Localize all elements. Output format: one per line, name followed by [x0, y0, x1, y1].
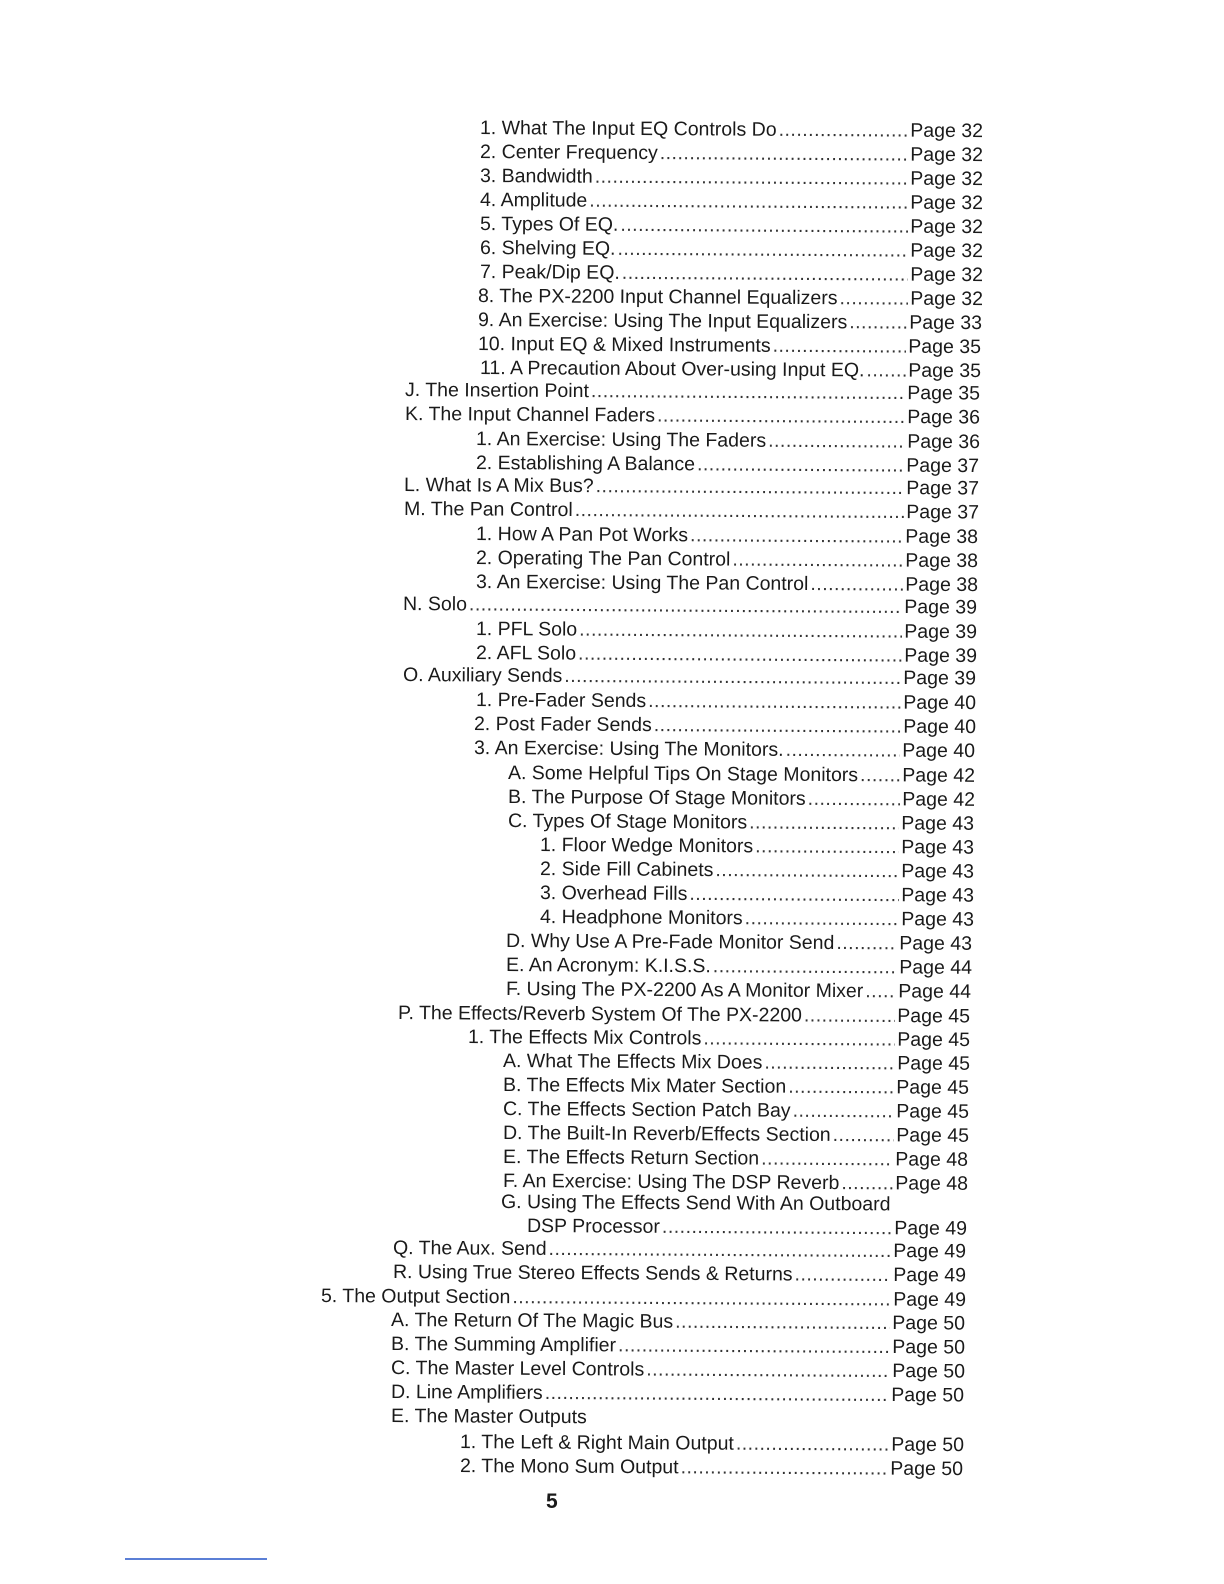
toc-entry: [403, 663, 976, 690]
toc-entry-title: 1. Pre-Fader Sends: [475, 689, 647, 713]
toc-entry: [508, 761, 975, 788]
toc-entry-page: Page 32: [910, 239, 984, 263]
toc-entry-page: Page 44: [898, 980, 972, 1003]
toc-entry-page: Page 42: [902, 764, 976, 787]
toc-entry-page: Page 39: [904, 620, 978, 644]
toc-entry: [476, 522, 978, 549]
toc-entry: [480, 212, 983, 239]
toc-entry-title: G. Using The Effects Send With An Outboard: [500, 1191, 891, 1216]
toc-leader-dots: [579, 618, 902, 644]
toc-leader-dots: [622, 261, 909, 287]
toc-leader-dots: [736, 1432, 890, 1457]
toc-entry-page: Page 48: [895, 1148, 969, 1171]
toc-entry-page: Page 43: [901, 836, 975, 859]
toc-entry-page: Page 45: [897, 1052, 971, 1075]
toc-leader-dots: [689, 882, 899, 907]
toc-entry: [478, 284, 983, 311]
toc-entry: [503, 1097, 969, 1124]
toc-entry-page: Page 43: [901, 884, 975, 907]
toc-entry-page: Page 43: [901, 860, 975, 883]
toc-entry-page: Page 38: [905, 525, 979, 549]
toc-entry-page: Page 40: [903, 691, 977, 715]
toc-entry-title: 2. The Mono Sum Output: [459, 1455, 679, 1479]
toc-entry-title: 2. Center Frequency: [479, 141, 658, 165]
toc-entry-page: Page 32: [910, 215, 984, 239]
toc-entry: [474, 736, 975, 763]
toc-entry-page: Page 50: [891, 1384, 965, 1407]
toc-leader-dots: [660, 141, 909, 167]
toc-entry-page: Page 35: [907, 382, 981, 405]
toc-entry-title: D. The Built-In Reverb/Effects Section: [502, 1122, 831, 1147]
toc-entry-title: 4. Amplitude: [479, 189, 588, 212]
toc-entry-title: 3. Overhead Fills: [539, 882, 688, 905]
toc-entry-title: L. What Is A Mix Bus?: [403, 474, 594, 498]
toc-entry: [404, 497, 979, 525]
toc-entry-page: Page 32: [910, 263, 984, 287]
toc-leader-dots: [749, 810, 899, 835]
toc-entry-title: C. The Master Level Controls: [390, 1357, 645, 1381]
toc-leader-dots: [804, 1003, 896, 1028]
toc-entry: [393, 1236, 966, 1263]
toc-entry-page: Page 50: [892, 1312, 966, 1335]
toc-entry-title: B. The Effects Mix Mater Section: [502, 1074, 787, 1098]
toc-leader-dots: [793, 1099, 895, 1124]
toc-entry: [540, 881, 974, 908]
toc-entry-page: Page 42: [902, 788, 976, 811]
toc-entry-title: 5. The Output Section: [320, 1285, 511, 1309]
toc-entry: [405, 378, 980, 406]
toc-entry-page: Page 50: [891, 1433, 965, 1457]
toc-entry: [391, 1380, 964, 1407]
toc-entry-page: Page 39: [903, 667, 977, 690]
toc-entry: [503, 1073, 969, 1100]
toc-entry: [403, 592, 977, 620]
toc-entry: [391, 1308, 965, 1336]
toc-leader-dots: [469, 592, 903, 619]
toc-leader-dots: [703, 1026, 895, 1051]
toc-entry-page: Page 36: [907, 430, 981, 454]
toc-leader-dots: [648, 689, 901, 715]
toc-entry: [480, 164, 983, 191]
toc-entry-page: Page 49: [894, 1217, 968, 1240]
toc-leader-dots: [657, 404, 905, 430]
toc-entry-title: 11. A Precaution About Over-using Input EQ.: [479, 357, 865, 382]
toc-entry-title: 9. An Exercise: Using The Input Equalizers: [477, 309, 848, 334]
toc-entry: [478, 332, 981, 359]
toc-entry-title: DSP Processor: [526, 1215, 661, 1238]
toc-entry-title: A. The Return Of The Magic Bus: [390, 1309, 674, 1333]
toc-entry: [508, 785, 975, 812]
toc-leader-dots: [833, 1123, 895, 1147]
toc-leader-dots: [681, 1455, 889, 1480]
toc-entry-page: Page 40: [903, 715, 977, 739]
toc-leader-dots: [779, 118, 909, 143]
toc-leader-dots: [564, 664, 901, 690]
toc-leader-dots: [618, 1333, 890, 1359]
toc-entry-title: M. The Pan Control: [403, 498, 573, 522]
toc-entry-page: Page 37: [906, 477, 980, 500]
toc-entry: [391, 1404, 964, 1431]
toc-entry-page: Page 32: [910, 119, 984, 143]
toc-entry-page: Page 45: [896, 1076, 970, 1099]
toc-entry-page: Page 37: [906, 501, 980, 524]
toc-entry: [391, 1356, 965, 1384]
toc-entry-page: Page 32: [910, 167, 984, 191]
toc-entry-page: Page 45: [897, 1028, 971, 1052]
toc-entry-page: Page 50: [892, 1360, 966, 1383]
toc-entry-page: Page 39: [904, 644, 978, 668]
toc-leader-dots: [675, 1310, 890, 1335]
toc-leader-dots: [575, 498, 905, 524]
toc-entry-title: 1. The Effects Mix Controls: [467, 1026, 702, 1050]
toc-leader-dots: [755, 834, 899, 859]
toc-entry-page: Page 50: [892, 1336, 966, 1359]
toc-leader-dots: [795, 1262, 892, 1287]
toc-entry: [501, 1190, 968, 1217]
toc-entry-page: Page 32: [910, 143, 984, 167]
toc-entry: [393, 1260, 966, 1287]
toc-entry-title: 2. AFL Solo: [475, 642, 577, 665]
toc-leader-dots: [768, 429, 905, 454]
toc-entry-page: Page 48: [895, 1172, 969, 1195]
toc-entry: [503, 1121, 969, 1148]
toc-entry: [540, 905, 974, 932]
toc-entry-title: 3. An Exercise: Using The Monitors.: [473, 737, 784, 761]
toc-leader-dots: [761, 1147, 893, 1172]
toc-entry-title: 2. Side Fill Cabinets: [539, 858, 714, 882]
toc-entry-page: Page 38: [905, 573, 979, 597]
toc-entry-title: A. Some Helpful Tips On Stage Monitors: [507, 762, 859, 787]
toc-leader-dots: [849, 310, 907, 334]
toc-entry-title: F. Using The PX-2200 As A Monitor Mixer: [505, 978, 864, 1003]
toc-leader-dots: [764, 1051, 895, 1076]
toc-entry-page: Page 35: [908, 359, 982, 383]
toc-leader-dots: [839, 286, 908, 310]
toc-entry-title: 2. Establishing A Balance: [475, 452, 696, 476]
toc-entry-title: E. The Effects Return Section: [502, 1146, 760, 1170]
toc-entry-title: 1. What The Input EQ Controls Do: [479, 117, 777, 141]
toc-entry-title: 10. Input EQ & Mixed Instruments: [477, 333, 771, 357]
toc-entry-page: Page 45: [896, 1124, 970, 1147]
toc-leader-dots: [690, 523, 903, 548]
toc-entry-title: B. The Purpose Of Stage Monitors: [507, 786, 806, 810]
toc-entry-page: Page 44: [899, 956, 973, 979]
toc-entry: [506, 929, 972, 956]
toc-entry-title: C. Types Of Stage Monitors: [507, 810, 748, 834]
toc-entry: [480, 116, 983, 143]
toc-entry: [474, 712, 976, 739]
toc-entry: [508, 809, 974, 836]
toc-entry: [503, 1049, 970, 1076]
toc-entry-title: 4. Headphone Monitors: [539, 906, 743, 930]
toc-leader-dots: [713, 954, 898, 979]
toc-entry-title: 7. Peak/Dip EQ.: [479, 261, 620, 284]
toc-entry-title: 1. PFL Solo: [475, 618, 578, 641]
toc-entry-page: Page 49: [893, 1264, 967, 1287]
toc-entry: [476, 688, 976, 715]
toc-entry-title: J. The Insertion Point: [404, 379, 589, 403]
toc-entry: [478, 308, 982, 335]
toc-leader-dots: [836, 931, 897, 955]
toc-entry-title: E. The Master Outputs: [390, 1405, 587, 1429]
toc-entry-title: 8. The PX-2200 Input Channel Equalizers: [477, 285, 838, 310]
toc-leader-dots: [786, 738, 901, 763]
toc-entry-page: Page 35: [908, 335, 982, 359]
toc-entry-page: Page 37: [906, 454, 980, 478]
toc-entry-title: P. The Effects/Reverb System Of The PX-2200: [397, 1002, 802, 1027]
toc-entry-title: 1. The Left & Right Main Output: [459, 1431, 734, 1455]
toc-leader-dots: [662, 1215, 893, 1240]
toc-entry: [480, 260, 983, 287]
toc-leader-dots: [620, 213, 908, 239]
toc-entry-page: Page 36: [907, 406, 981, 429]
toc-leader-dots: [617, 237, 908, 263]
toc-entry: [506, 953, 972, 980]
toc-leader-dots: [589, 189, 908, 215]
toc-leader-dots: [654, 713, 902, 739]
toc-entry: [391, 1332, 965, 1360]
toc-entry-title: 2. Post Fader Sends: [473, 713, 652, 737]
toc-entry-title: 1. How A Pan Pot Works: [475, 523, 689, 547]
toc-entry-page: Page 39: [904, 596, 978, 619]
toc-entry-page: Page 43: [901, 908, 975, 931]
toc-entry: [506, 977, 971, 1004]
toc-entry-page: Page 32: [910, 191, 984, 215]
toc-leader-dots: [865, 979, 896, 1003]
page-number: 5: [546, 1490, 558, 1513]
toc-entry-title: E. An Acronym: K.I.S.S.: [505, 954, 711, 978]
toc-entry-page: Page 45: [897, 1005, 971, 1028]
footer-rule: [125, 1558, 267, 1560]
toc-entry-title: 3. An Exercise: Using The Pan Control: [475, 571, 809, 596]
toc-entry: [460, 1430, 964, 1457]
toc-leader-dots: [697, 452, 904, 477]
toc-entry-title: 2. Operating The Pan Control: [475, 547, 731, 571]
toc-entry-page: Page 49: [893, 1240, 967, 1263]
toc-entry-title: 6. Shelving EQ.: [479, 237, 616, 260]
toc-entry: [480, 140, 983, 167]
toc-leader-dots: [646, 1358, 890, 1383]
toc-entry-title: A. What The Effects Mix Does: [502, 1050, 763, 1074]
toc-entry: [480, 188, 983, 215]
toc-leader-dots: [732, 548, 903, 573]
toc-entry-title: Q. The Aux. Send: [392, 1237, 547, 1260]
toc-leader-dots: [715, 858, 899, 883]
toc-entry-title: D. Line Amplifiers: [390, 1381, 543, 1404]
toc-leader-dots: [512, 1285, 891, 1311]
toc-entry-page: Page 33: [909, 311, 983, 335]
toc-entry: [468, 1025, 970, 1052]
toc-entry: [405, 402, 980, 430]
toc-entry-title: 1. An Exercise: Using The Faders: [475, 428, 767, 452]
toc-leader-dots: [596, 474, 905, 500]
toc-entry-page: Page 45: [896, 1100, 970, 1123]
toc-entry-page: Page 38: [905, 549, 979, 573]
toc-entry-title: B. The Summing Amplifier: [390, 1333, 617, 1357]
toc-entry-title: 5. Types Of EQ.: [479, 213, 619, 236]
toc-entry: [540, 857, 974, 884]
toc-leader-dots: [595, 165, 909, 191]
toc-leader-dots: [788, 1075, 894, 1100]
toc-entry: [404, 473, 979, 501]
toc-leader-dots: [549, 1237, 892, 1263]
toc-entry-title: O. Auxiliary Sends: [402, 664, 563, 687]
toc-leader-dots: [866, 358, 906, 382]
toc-leader-dots: [773, 334, 907, 359]
toc-entry: [540, 833, 974, 860]
toc-entry: [476, 427, 980, 454]
toc-entry-title: N. Solo: [402, 593, 468, 616]
toc-entry-title: 1. Floor Wedge Monitors: [539, 834, 754, 858]
toc-entry-page: Page 43: [899, 932, 973, 955]
toc-entry-title: 3. Bandwidth: [479, 165, 593, 188]
toc-leader-dots: [860, 763, 900, 787]
toc-leader-dots: [810, 572, 903, 597]
toc-leader-dots: [545, 1381, 890, 1407]
toc-leader-dots: [808, 787, 901, 812]
toc-entry-page: Page 43: [901, 812, 975, 835]
toc-entry-title: C. The Effects Section Patch Bay: [502, 1098, 791, 1122]
toc-entry: [503, 1145, 968, 1172]
toc-entry-title: D. Why Use A Pre-Fade Monitor Send: [505, 930, 835, 955]
toc-entry-title: K. The Input Channel Faders: [404, 403, 656, 427]
toc-leader-dots: [589, 1423, 962, 1425]
toc-entry-title: R. Using True Stereo Effects Sends & Returns: [392, 1261, 793, 1286]
toc-leader-dots: [745, 906, 900, 931]
toc-entry-page: Page 50: [890, 1457, 964, 1481]
toc-leader-dots: [591, 379, 906, 405]
toc-entry-title: F. An Exercise: Using The DSP Reverb: [502, 1170, 840, 1195]
toc-entry-page: Page 32: [910, 287, 984, 311]
toc-entry-page: Page 40: [902, 739, 976, 763]
toc-entry: [480, 236, 983, 263]
toc-entry: [460, 1454, 963, 1481]
toc-entry: [476, 546, 978, 573]
toc-entry: [476, 617, 977, 644]
toc-entry-page: Page 49: [893, 1288, 967, 1311]
